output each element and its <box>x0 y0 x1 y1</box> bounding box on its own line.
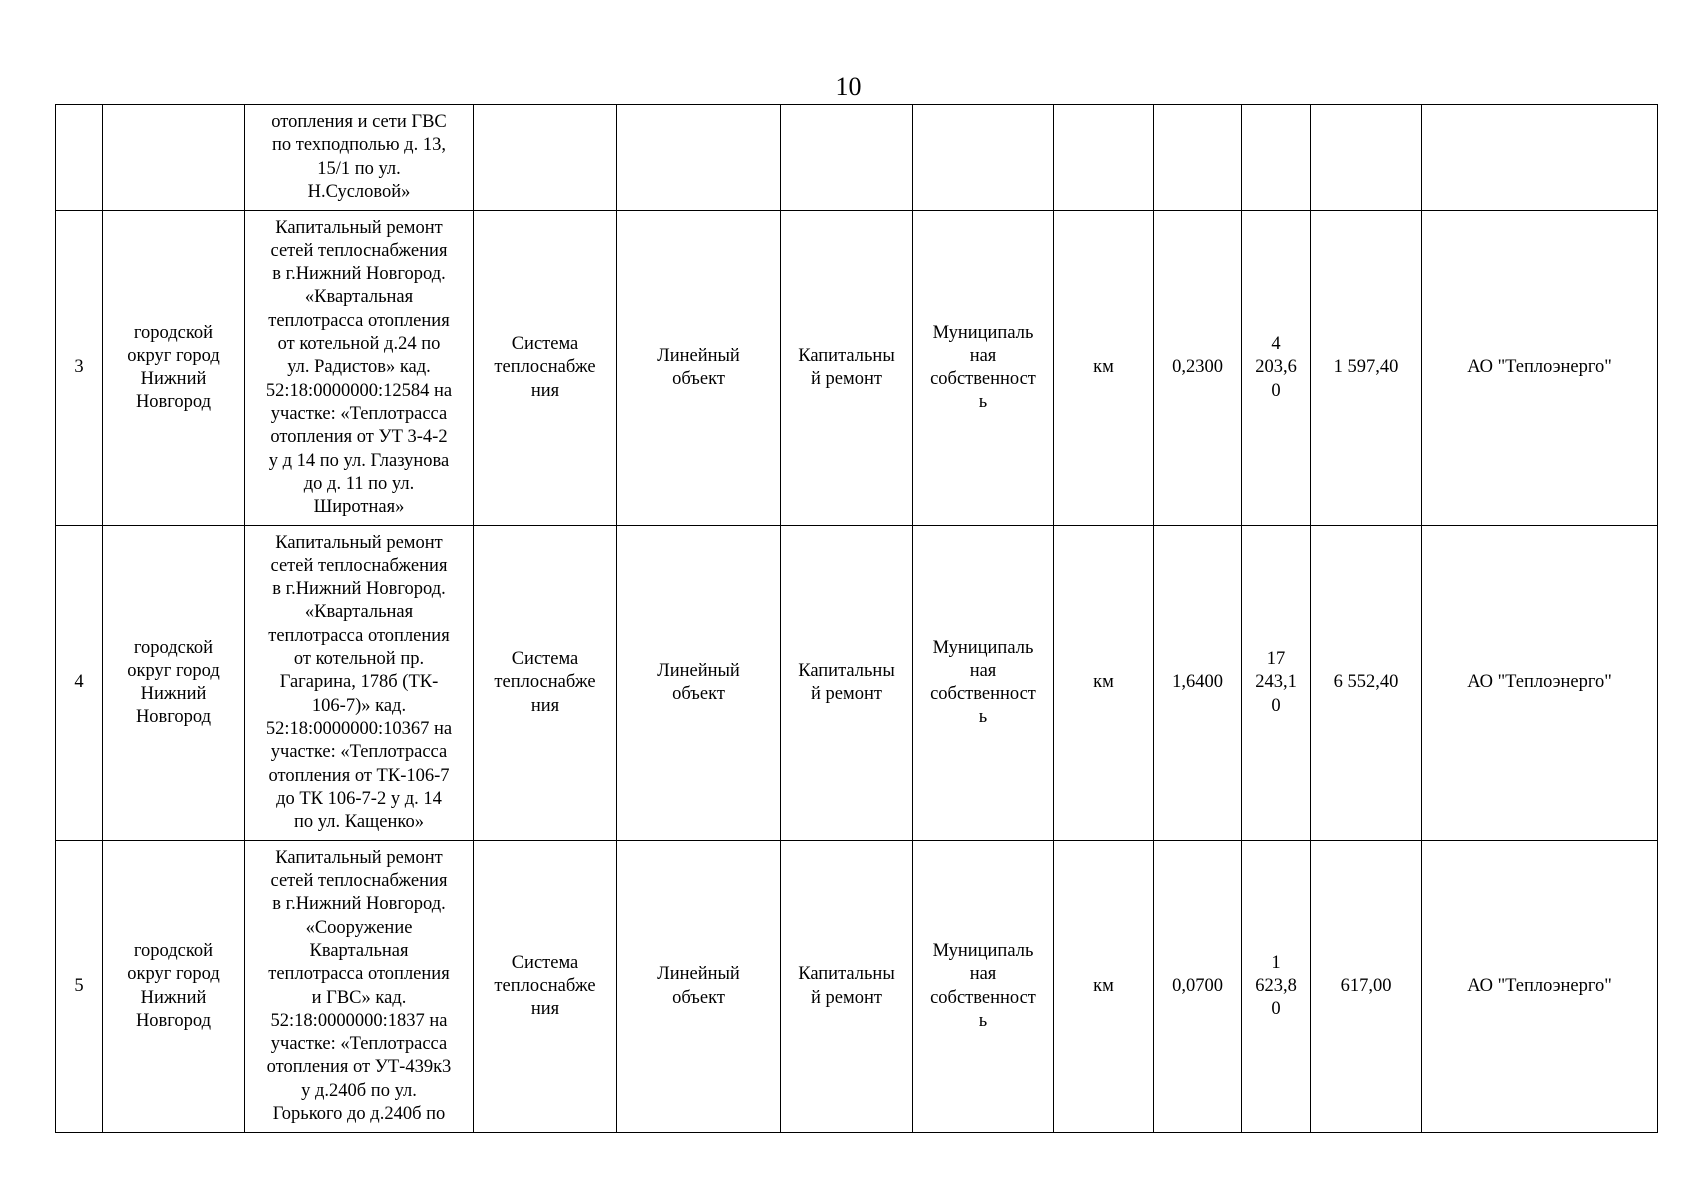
year-cost-cell: 617,00 <box>1311 841 1422 1133</box>
operator-cell: АО "Теплоэнерго" <box>1422 841 1658 1133</box>
length-cell: 0,2300 <box>1154 211 1242 526</box>
object-type-cell: Линейный объект <box>617 211 781 526</box>
total-cost-cell: 1 623,8 0 <box>1242 841 1311 1133</box>
ownership-cell: Муниципаль ная собственност ь <box>913 211 1054 526</box>
length-cell: 0,0700 <box>1154 841 1242 1133</box>
row-number-cell: 4 <box>56 526 103 841</box>
row-number-cell <box>56 105 103 211</box>
work-type-cell: Капитальны й ремонт <box>781 211 913 526</box>
ownership-cell: Муниципаль ная собственност ь <box>913 526 1054 841</box>
system-cell <box>474 105 617 211</box>
total-cost-cell: 4 203,6 0 <box>1242 211 1311 526</box>
object-description-cell: Капитальный ремонт сетей теплоснабжения в г.Нижний Новгород. «Квартальная теплотрасса отопления от котельной пр. Гагарина, 178б (ТК- 106-7)» кад. 52:18:0000000:10367 на участке: «Теплотрасса отопления от ТК-106-7 до ТК 106-7-2 у д. 14 по ул. Кащенко» <box>245 526 474 841</box>
year-cost-cell: 1 597,40 <box>1311 211 1422 526</box>
work-type-cell: Капитальны й ремонт <box>781 526 913 841</box>
object-description-cell: отопления и сети ГВС по техподполью д. 13, 15/1 по ул. Н.Сусловой» <box>245 105 474 211</box>
system-cell: Система теплоснабже ния <box>474 211 617 526</box>
object-description-cell: Капитальный ремонт сетей теплоснабжения в г.Нижний Новгород. «Сооружение Квартальная теплотрасса отопления и ГВС» кад. 52:18:0000000:1837 на участке: «Теплотрасса отопления от УТ-439к3 у д.240б по ул. Горького до д.240б по <box>245 841 474 1133</box>
operator-cell <box>1422 105 1658 211</box>
object-description-cell: Капитальный ремонт сетей теплоснабжения в г.Нижний Новгород. «Квартальная теплотрасса отопления от котельной д.24 по ул. Радистов» кад. 52:18:0000000:12584 на участке: «Теплотрасса отопления от УТ 3-4-2 у д 14 по ул. Глазунова до д. 11 по ул. Широтная» <box>245 211 474 526</box>
object-type-cell <box>617 105 781 211</box>
ownership-cell <box>913 105 1054 211</box>
length-cell: 1,6400 <box>1154 526 1242 841</box>
system-cell: Система теплоснабже ния <box>474 841 617 1133</box>
unit-cell <box>1054 105 1154 211</box>
total-cost-cell: 17 243,1 0 <box>1242 526 1311 841</box>
municipality-cell: городской округ город Нижний Новгород <box>103 841 245 1133</box>
year-cost-cell: 6 552,40 <box>1311 526 1422 841</box>
work-type-cell: Капитальны й ремонт <box>781 841 913 1133</box>
table-row <box>56 841 1658 1133</box>
total-cost-cell <box>1242 105 1311 211</box>
page-number: 10 <box>835 72 862 101</box>
municipality-cell <box>103 105 245 211</box>
system-cell: Система теплоснабже ния <box>474 526 617 841</box>
work-type-cell <box>781 105 913 211</box>
object-type-cell: Линейный объект <box>617 526 781 841</box>
table-row <box>56 526 1658 841</box>
table-row <box>56 105 1658 211</box>
object-type-cell: Линейный объект <box>617 841 781 1133</box>
operator-cell: АО "Теплоэнерго" <box>1422 526 1658 841</box>
row-number-cell: 5 <box>56 841 103 1133</box>
operator-cell: АО "Теплоэнерго" <box>1422 211 1658 526</box>
municipality-cell: городской округ город Нижний Новгород <box>103 211 245 526</box>
length-cell <box>1154 105 1242 211</box>
municipality-cell: городской округ город Нижний Новгород <box>103 526 245 841</box>
projects-table <box>55 104 1658 1133</box>
year-cost-cell <box>1311 105 1422 211</box>
ownership-cell: Муниципаль ная собственност ь <box>913 841 1054 1133</box>
unit-cell: км <box>1054 526 1154 841</box>
unit-cell: км <box>1054 841 1154 1133</box>
table-row <box>56 211 1658 526</box>
row-number-cell: 3 <box>56 211 103 526</box>
unit-cell: км <box>1054 211 1154 526</box>
